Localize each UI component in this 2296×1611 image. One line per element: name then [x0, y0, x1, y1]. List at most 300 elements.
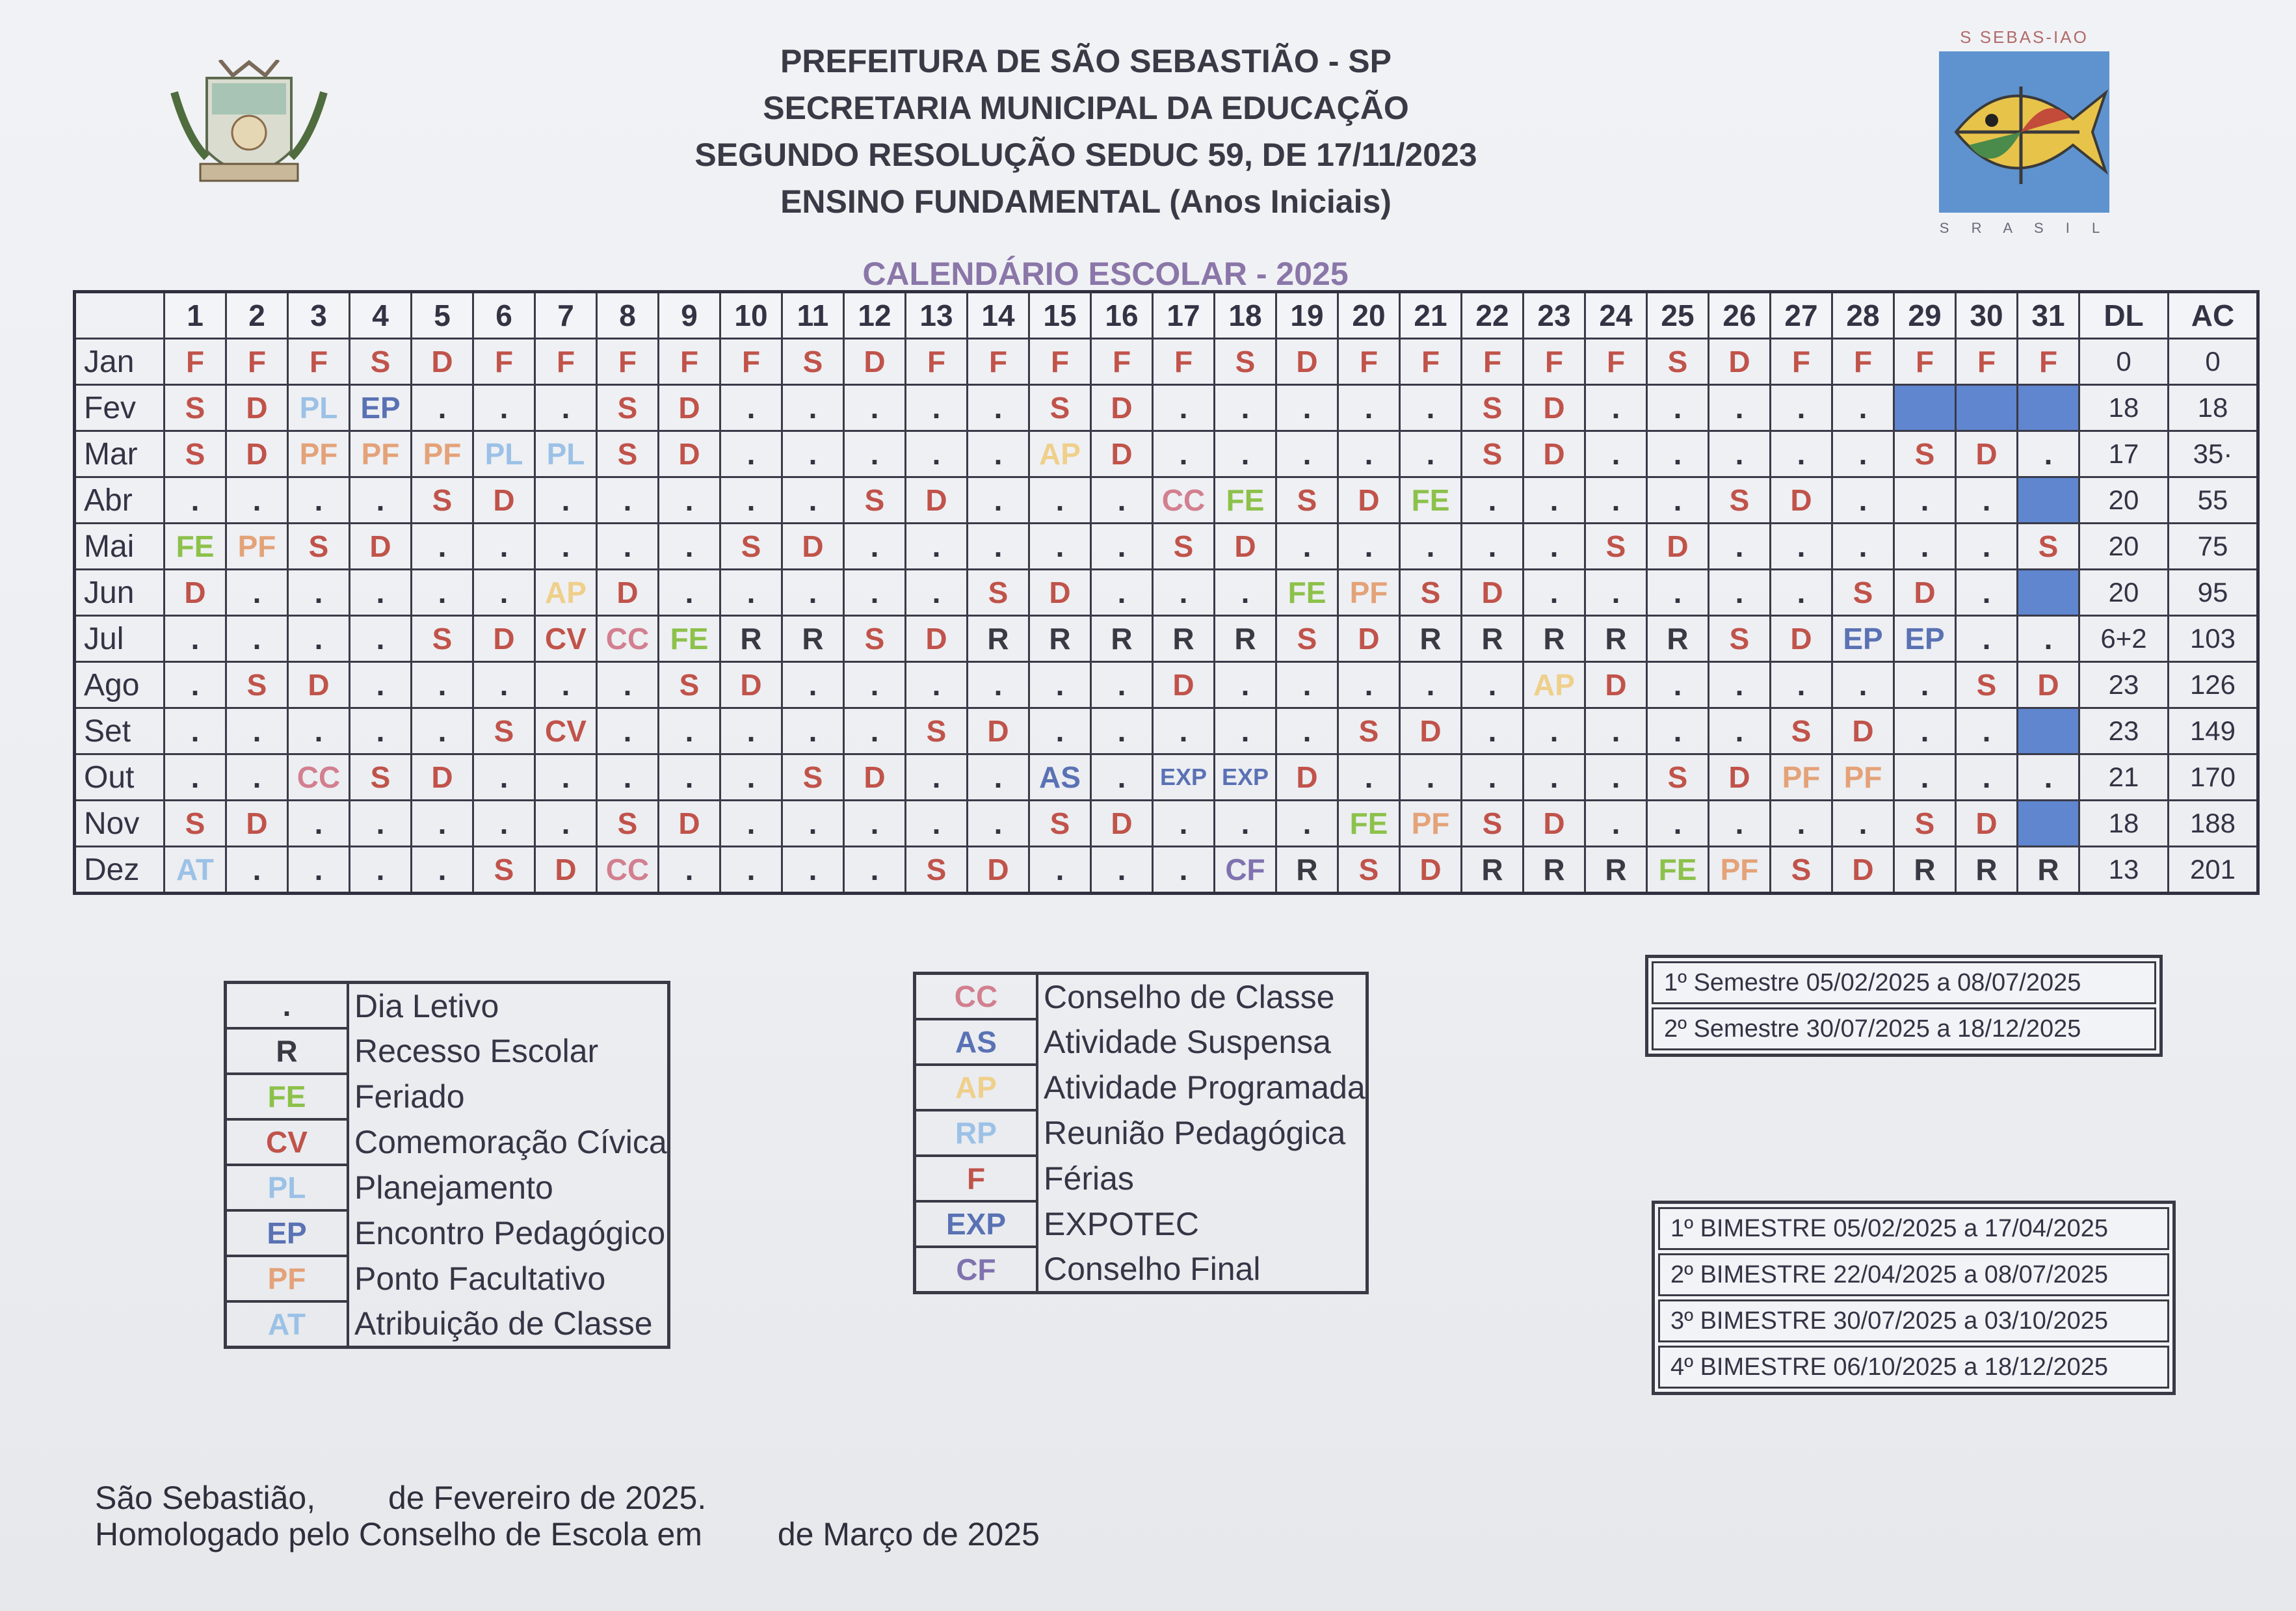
ac-cell: 170: [2169, 754, 2258, 801]
day-cell: .: [968, 524, 1029, 570]
ac-cell: 149: [2169, 708, 2258, 754]
day-cell: S: [597, 431, 659, 477]
day-cell: .: [659, 847, 720, 894]
legend-entry: [226, 1301, 669, 1348]
day-cell: D: [1091, 431, 1153, 477]
day-cell: .: [1029, 662, 1091, 708]
day-cell: .: [473, 801, 535, 847]
day-cell: .: [473, 662, 535, 708]
day-cell: F: [720, 339, 782, 385]
day-cell: D: [1091, 801, 1153, 847]
day-cell: S: [1832, 570, 1894, 616]
day-cell: D: [1524, 801, 1585, 847]
day-cell: .: [412, 847, 473, 894]
day-cell: .: [782, 385, 844, 431]
legend-entry: [226, 1256, 669, 1301]
day-cell: S: [659, 662, 720, 708]
day-cell: R: [1647, 616, 1709, 662]
month-label: Set: [75, 708, 165, 754]
day-cell: S: [226, 662, 288, 708]
header-line-4: ENSINO FUNDAMENTAL (Anos Iniciais): [780, 183, 1392, 220]
dl-cell: 21: [2079, 754, 2169, 801]
day-cell: .: [1585, 801, 1647, 847]
footer-line-2: [95, 1515, 1040, 1553]
day-cell: .: [659, 570, 720, 616]
legend-label: Comemoração Cívica: [354, 1124, 667, 1160]
month-row: [75, 847, 2258, 894]
day-cell: .: [844, 708, 906, 754]
day-cell: .: [1647, 385, 1709, 431]
day-cell: S: [350, 339, 412, 385]
day-cell: .: [659, 754, 720, 801]
day-cell: .: [1832, 385, 1894, 431]
day-cell: S: [350, 754, 412, 801]
legend-label: Atribuição de Classe: [354, 1305, 653, 1342]
day-cell: .: [1771, 570, 1832, 616]
day-cell: FE: [1400, 477, 1462, 524]
ac-cell: 201: [2169, 847, 2258, 894]
legend-code: PF: [226, 1256, 349, 1301]
day-cell: .: [1585, 477, 1647, 524]
day-cell: S: [1462, 431, 1524, 477]
day-cell: CV: [535, 616, 597, 662]
day-cell: S: [1647, 339, 1709, 385]
day-cell: .: [782, 847, 844, 894]
day-cell: D: [226, 431, 288, 477]
day-cell: S: [1894, 801, 1956, 847]
day-cell: .: [782, 431, 844, 477]
day-cell: S: [1462, 801, 1524, 847]
day-cell: .: [2018, 754, 2079, 801]
footer-date: de Fevereiro de 2025.: [388, 1480, 707, 1516]
day-cell: .: [1647, 708, 1709, 754]
day-cell: .: [1771, 524, 1832, 570]
day-cell: F: [2018, 339, 2079, 385]
legend-entry: [226, 1119, 669, 1165]
month-row: [75, 616, 2258, 662]
day-cell: .: [782, 477, 844, 524]
day-cell: R: [1524, 847, 1585, 894]
day-cell: .: [1956, 616, 2018, 662]
day-cell: .: [1956, 570, 2018, 616]
bimester-period: 4º BIMESTRE 06/10/2025 a 18/12/2025: [1658, 1346, 2169, 1389]
day-cell: CC: [1153, 477, 1215, 524]
legend-label: Planejamento: [354, 1169, 553, 1206]
day-cell: .: [226, 616, 288, 662]
month-row: [75, 570, 2258, 616]
month-label: Jan: [75, 339, 165, 385]
day-header: 20: [1338, 292, 1400, 339]
day-cell: .: [1771, 662, 1832, 708]
day-cell: .: [473, 754, 535, 801]
day-cell: S: [473, 708, 535, 754]
day-cell: R: [720, 616, 782, 662]
day-cell: .: [968, 477, 1029, 524]
legend-code: PL: [226, 1165, 349, 1210]
day-cell: F: [1771, 339, 1832, 385]
day-cell: .: [288, 616, 350, 662]
day-cell: .: [350, 477, 412, 524]
day-cell: D: [1153, 662, 1215, 708]
logo-bottom-text: S R A S I L: [1939, 220, 2109, 236]
day-cell: .: [1524, 754, 1585, 801]
day-cell: .: [597, 477, 659, 524]
day-cell: D: [659, 801, 720, 847]
day-cell: F: [906, 339, 968, 385]
day-cell: .: [1462, 754, 1524, 801]
legend-entry: [915, 1247, 1367, 1293]
day-cell: D: [1091, 385, 1153, 431]
day-cell: .: [1709, 662, 1771, 708]
day-cell: PF: [288, 431, 350, 477]
legend-code: CC: [915, 974, 1038, 1020]
highlighted-day-cell: [1894, 385, 1956, 431]
legend-code: R: [226, 1028, 349, 1074]
day-cell: D: [968, 708, 1029, 754]
day-cell: .: [412, 570, 473, 616]
highlighted-day-cell: [2018, 708, 2079, 754]
day-cell: .: [968, 662, 1029, 708]
legend-right: [913, 972, 1369, 1294]
legend-code: AP: [915, 1065, 1038, 1110]
day-cell: .: [1894, 662, 1956, 708]
day-header: 9: [659, 292, 720, 339]
day-header: 13: [906, 292, 968, 339]
day-cell: .: [720, 708, 782, 754]
day-cell: .: [412, 708, 473, 754]
day-cell: .: [1462, 662, 1524, 708]
legend-label: Recesso Escolar: [354, 1033, 599, 1069]
day-cell: R: [2018, 847, 2079, 894]
day-cell: .: [1956, 708, 2018, 754]
day-cell: FE: [1215, 477, 1276, 524]
month-label: Out: [75, 754, 165, 801]
month-row: [75, 801, 2258, 847]
day-cell: .: [1029, 708, 1091, 754]
day-cell: R: [1400, 616, 1462, 662]
day-cell: D: [1029, 570, 1091, 616]
day-cell: .: [720, 847, 782, 894]
day-cell: S: [2018, 524, 2079, 570]
day-cell: D: [1462, 570, 1524, 616]
day-cell: S: [1338, 708, 1400, 754]
day-cell: .: [1215, 708, 1276, 754]
month-label: Mai: [75, 524, 165, 570]
day-cell: .: [844, 570, 906, 616]
day-cell: .: [720, 801, 782, 847]
legend-entry: [226, 1165, 669, 1210]
ac-cell: 75: [2169, 524, 2258, 570]
footer-line-1: [95, 1479, 706, 1517]
day-cell: R: [1091, 616, 1153, 662]
day-header: 17: [1153, 292, 1215, 339]
day-cell: D: [968, 847, 1029, 894]
school-calendar-table: [73, 290, 2260, 895]
day-cell: .: [2018, 431, 2079, 477]
day-cell: D: [1338, 477, 1400, 524]
dl-cell: 17: [2079, 431, 2169, 477]
day-cell: .: [1215, 570, 1276, 616]
day-cell: .: [1276, 662, 1338, 708]
day-header: 21: [1400, 292, 1462, 339]
day-cell: .: [288, 847, 350, 894]
day-cell: S: [782, 754, 844, 801]
day-cell: S: [844, 616, 906, 662]
day-cell: PF: [226, 524, 288, 570]
footer-city: São Sebastião,: [95, 1480, 316, 1516]
day-cell: R: [968, 616, 1029, 662]
day-cell: .: [968, 431, 1029, 477]
day-cell: D: [1524, 385, 1585, 431]
legend-label: Ponto Facultativo: [354, 1260, 606, 1297]
day-cell: .: [535, 754, 597, 801]
day-cell: .: [288, 570, 350, 616]
day-cell: S: [1215, 339, 1276, 385]
day-cell: S: [1462, 385, 1524, 431]
ac-cell: 55: [2169, 477, 2258, 524]
header-line-2: SECRETARIA MUNICIPAL DA EDUCAÇÃO: [763, 90, 1409, 126]
day-cell: PF: [1832, 754, 1894, 801]
month-row: [75, 708, 2258, 754]
legend-code: F: [915, 1156, 1038, 1201]
day-cell: .: [1215, 385, 1276, 431]
day-cell: F: [1091, 339, 1153, 385]
day-cell: .: [906, 385, 968, 431]
dl-cell: 18: [2079, 385, 2169, 431]
ac-cell: 188: [2169, 801, 2258, 847]
day-cell: D: [906, 477, 968, 524]
day-cell: .: [1894, 524, 1956, 570]
day-cell: F: [659, 339, 720, 385]
day-cell: R: [1462, 616, 1524, 662]
legend-label: Conselho Final: [1044, 1251, 1261, 1287]
highlighted-day-cell: [1956, 385, 2018, 431]
day-cell: R: [1585, 616, 1647, 662]
day-cell: .: [473, 385, 535, 431]
day-cell: .: [844, 847, 906, 894]
day-cell: .: [1709, 570, 1771, 616]
day-cell: .: [1832, 431, 1894, 477]
day-cell: PF: [1338, 570, 1400, 616]
footer-homologation-date: de Março de 2025: [777, 1516, 1040, 1552]
legend-label: Encontro Pedagógico: [354, 1215, 666, 1251]
day-cell: .: [2018, 616, 2079, 662]
day-cell: S: [412, 616, 473, 662]
day-cell: S: [1029, 801, 1091, 847]
day-cell: .: [906, 801, 968, 847]
day-cell: .: [1894, 708, 1956, 754]
day-cell: FE: [1276, 570, 1338, 616]
day-cell: .: [1276, 708, 1338, 754]
day-cell: .: [1709, 524, 1771, 570]
day-cell: F: [1400, 339, 1462, 385]
day-cell: .: [1771, 801, 1832, 847]
day-cell: S: [597, 801, 659, 847]
day-cell: .: [226, 477, 288, 524]
legend-code: EP: [226, 1210, 349, 1256]
day-cell: D: [1400, 708, 1462, 754]
day-cell: PF: [1709, 847, 1771, 894]
day-cell: D: [1709, 339, 1771, 385]
day-cell: R: [782, 616, 844, 662]
day-cell: D: [165, 570, 226, 616]
legend-entry: [226, 1028, 669, 1074]
day-cell: S: [968, 570, 1029, 616]
day-cell: .: [720, 431, 782, 477]
day-cell: FE: [1647, 847, 1709, 894]
dl-cell: 23: [2079, 708, 2169, 754]
day-cell: .: [659, 524, 720, 570]
day-cell: R: [1462, 847, 1524, 894]
day-cell: D: [659, 431, 720, 477]
legend-code: FE: [226, 1074, 349, 1119]
day-cell: .: [1956, 477, 2018, 524]
day-cell: S: [1771, 708, 1832, 754]
day-cell: D: [2018, 662, 2079, 708]
day-header: 16: [1091, 292, 1153, 339]
dl-cell: 23: [2079, 662, 2169, 708]
day-cell: AP: [535, 570, 597, 616]
day-cell: .: [1091, 754, 1153, 801]
day-cell: S: [288, 524, 350, 570]
header-line-3: SEGUNDO RESOLUÇÃO SEDUC 59, DE 17/11/2023: [694, 137, 1477, 173]
day-cell: PF: [1771, 754, 1832, 801]
day-cell: .: [844, 431, 906, 477]
day-cell: .: [1091, 524, 1153, 570]
day-cell: .: [906, 662, 968, 708]
day-cell: FE: [165, 524, 226, 570]
legend-code: EXP: [915, 1201, 1038, 1247]
day-cell: R: [1524, 616, 1585, 662]
day-cell: .: [288, 708, 350, 754]
day-cell: .: [1709, 431, 1771, 477]
day-cell: AT: [165, 847, 226, 894]
day-cell: D: [1956, 801, 2018, 847]
bimester-period: 3º BIMESTRE 30/07/2025 a 03/10/2025: [1658, 1299, 2169, 1342]
month-row: [75, 754, 2258, 801]
day-cell: .: [782, 570, 844, 616]
dl-cell: 20: [2079, 477, 2169, 524]
day-cell: R: [1585, 847, 1647, 894]
day-cell: .: [1153, 847, 1215, 894]
day-cell: .: [412, 524, 473, 570]
legend-entry: [915, 1019, 1367, 1065]
month-label: Nov: [75, 801, 165, 847]
day-header: 27: [1771, 292, 1832, 339]
day-cell: F: [535, 339, 597, 385]
day-cell: .: [597, 662, 659, 708]
day-cell: PF: [412, 431, 473, 477]
highlighted-day-cell: [2018, 801, 2079, 847]
day-header: 26: [1709, 292, 1771, 339]
day-cell: S: [165, 385, 226, 431]
day-cell: S: [597, 385, 659, 431]
day-cell: CC: [597, 616, 659, 662]
day-cell: S: [720, 524, 782, 570]
ac-cell: 18: [2169, 385, 2258, 431]
day-cell: F: [1585, 339, 1647, 385]
legend-entry: [915, 974, 1367, 1020]
day-header: 29: [1894, 292, 1956, 339]
semester-box: [1645, 955, 2163, 1057]
legend-label: Reunião Pedagógica: [1044, 1115, 1346, 1151]
day-cell: .: [1585, 385, 1647, 431]
day-cell: R: [1029, 616, 1091, 662]
day-cell: .: [1153, 708, 1215, 754]
legend-entry: [226, 1074, 669, 1119]
dl-cell: 18: [2079, 801, 2169, 847]
ac-cell: 0: [2169, 339, 2258, 385]
day-cell: F: [968, 339, 1029, 385]
day-header: 15: [1029, 292, 1091, 339]
day-cell: S: [782, 339, 844, 385]
month-header-corner: [75, 292, 165, 339]
day-cell: D: [1215, 524, 1276, 570]
day-cell: S: [1400, 570, 1462, 616]
day-cell: .: [968, 801, 1029, 847]
fish-logo-icon: [1930, 47, 2118, 217]
day-cell: F: [1956, 339, 2018, 385]
month-row: [75, 477, 2258, 524]
day-cell: F: [288, 339, 350, 385]
bimester-period: 2º BIMESTRE 22/04/2025 a 08/07/2025: [1658, 1253, 2169, 1296]
day-cell: EXP: [1215, 754, 1276, 801]
day-header: 24: [1585, 292, 1647, 339]
day-cell: .: [1338, 754, 1400, 801]
dl-cell: 20: [2079, 524, 2169, 570]
day-cell: .: [1647, 570, 1709, 616]
day-cell: .: [535, 477, 597, 524]
day-cell: EP: [350, 385, 412, 431]
day-cell: .: [1091, 477, 1153, 524]
day-cell: .: [782, 662, 844, 708]
legend-label: Conselho de Classe: [1044, 979, 1335, 1015]
day-cell: D: [1276, 754, 1338, 801]
day-cell: S: [1771, 847, 1832, 894]
day-cell: D: [844, 339, 906, 385]
day-cell: F: [165, 339, 226, 385]
day-cell: D: [1709, 754, 1771, 801]
day-cell: .: [844, 524, 906, 570]
day-cell: PF: [1400, 801, 1462, 847]
day-cell: .: [226, 847, 288, 894]
month-label: Jul: [75, 616, 165, 662]
month-row: [75, 662, 2258, 708]
day-cell: .: [412, 385, 473, 431]
day-cell: D: [720, 662, 782, 708]
legend-code: CF: [915, 1247, 1038, 1293]
day-cell: .: [1647, 662, 1709, 708]
day-cell: .: [1832, 801, 1894, 847]
highlighted-day-cell: [2018, 477, 2079, 524]
day-cell: .: [720, 385, 782, 431]
day-cell: .: [1462, 524, 1524, 570]
day-cell: .: [165, 754, 226, 801]
day-cell: .: [782, 708, 844, 754]
day-cell: .: [1029, 847, 1091, 894]
day-cell: R: [1153, 616, 1215, 662]
day-cell: .: [597, 708, 659, 754]
ac-header: AC: [2169, 292, 2258, 339]
day-cell: S: [1276, 616, 1338, 662]
dl-cell: 0: [2079, 339, 2169, 385]
legend-entry: [226, 1210, 669, 1256]
day-cell: .: [1276, 524, 1338, 570]
legend-code: .: [226, 983, 349, 1029]
day-cell: CC: [288, 754, 350, 801]
day-cell: F: [1832, 339, 1894, 385]
day-cell: .: [1585, 708, 1647, 754]
